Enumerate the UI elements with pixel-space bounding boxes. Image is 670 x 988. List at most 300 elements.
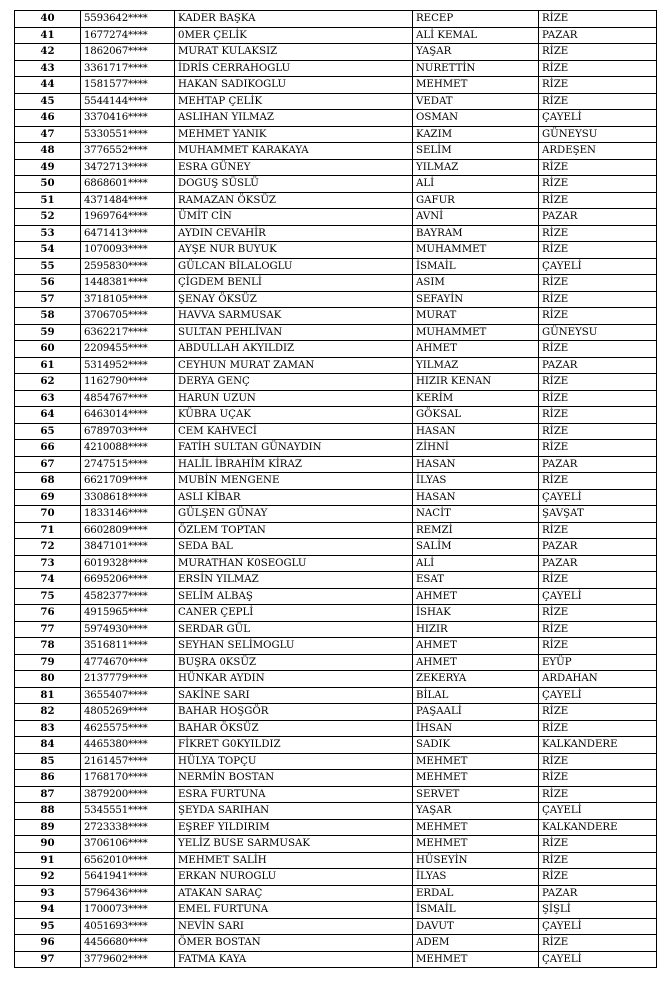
id-number-cell: 1700073****	[81, 902, 175, 919]
father-name-cell: İSHAK	[413, 605, 539, 622]
birthplace-cell: PAZAR	[539, 539, 657, 556]
full-name-cell: MEHMET YANIK	[175, 126, 413, 143]
father-name-cell: MURAT	[413, 308, 539, 325]
father-name-cell: SADIK	[413, 737, 539, 754]
row-number-cell: 53	[15, 225, 81, 242]
id-number-cell: 4625575****	[81, 720, 175, 737]
table-row	[15, 126, 657, 143]
row-number-cell: 40	[15, 11, 81, 28]
id-number-cell: 6471413****	[81, 225, 175, 242]
birthplace-cell: RİZE	[539, 935, 657, 952]
row-number-cell: 79	[15, 654, 81, 671]
id-number-cell: 4456680****	[81, 935, 175, 952]
id-number-cell: 3361717****	[81, 60, 175, 77]
id-number-cell: 3706705****	[81, 308, 175, 325]
full-name-cell: SERDAR GÜL	[175, 621, 413, 638]
birthplace-cell: RİZE	[539, 852, 657, 869]
row-number-cell: 77	[15, 621, 81, 638]
id-number-cell: 3472713****	[81, 159, 175, 176]
table-row	[15, 836, 657, 853]
father-name-cell: HÜSEYİN	[413, 852, 539, 869]
id-number-cell: 3879200****	[81, 786, 175, 803]
id-number-cell: 5593642****	[81, 11, 175, 28]
birthplace-cell: RİZE	[539, 93, 657, 110]
birthplace-cell: RİZE	[539, 225, 657, 242]
row-number-cell: 70	[15, 506, 81, 523]
birthplace-cell: RİZE	[539, 753, 657, 770]
row-number-cell: 97	[15, 951, 81, 968]
birthplace-cell: PAZAR	[539, 27, 657, 44]
full-name-cell: ŞEYDA SARIHAN	[175, 803, 413, 820]
id-number-cell: 2595830****	[81, 258, 175, 275]
id-number-cell: 2137779****	[81, 671, 175, 688]
birthplace-cell: RİZE	[539, 572, 657, 589]
father-name-cell: DAVUT	[413, 918, 539, 935]
father-name-cell: AHMET	[413, 588, 539, 605]
father-name-cell: NACİT	[413, 506, 539, 523]
birthplace-cell: PAZAR	[539, 209, 657, 226]
row-number-cell: 54	[15, 242, 81, 259]
id-number-cell: 4465380****	[81, 737, 175, 754]
row-number-cell: 50	[15, 176, 81, 193]
row-number-cell: 88	[15, 803, 81, 820]
table-row	[15, 951, 657, 968]
father-name-cell: AHMET	[413, 638, 539, 655]
birthplace-cell: ÇAYELİ	[539, 489, 657, 506]
id-number-cell: 4915965****	[81, 605, 175, 622]
full-name-cell: RAMAZAN ÖKSÜZ	[175, 192, 413, 209]
father-name-cell: AHMET	[413, 654, 539, 671]
father-name-cell: PAŞAALİ	[413, 704, 539, 721]
father-name-cell: MEHMET	[413, 77, 539, 94]
id-number-cell: 1581577****	[81, 77, 175, 94]
father-name-cell: ADEM	[413, 935, 539, 952]
table-row	[15, 456, 657, 473]
birthplace-cell: RİZE	[539, 192, 657, 209]
table-row	[15, 704, 657, 721]
row-number-cell: 90	[15, 836, 81, 853]
birthplace-cell: RİZE	[539, 869, 657, 886]
father-name-cell: MEHMET	[413, 836, 539, 853]
birthplace-cell: PAZAR	[539, 555, 657, 572]
full-name-cell: AYŞE NUR BUYUK	[175, 242, 413, 259]
row-number-cell: 63	[15, 390, 81, 407]
id-number-cell: 6621709****	[81, 473, 175, 490]
birthplace-cell: ÇAYELİ	[539, 588, 657, 605]
father-name-cell: MEHMET	[413, 819, 539, 836]
father-name-cell: AHMET	[413, 341, 539, 358]
id-number-cell: 4582377****	[81, 588, 175, 605]
id-number-cell: 5796436****	[81, 885, 175, 902]
father-name-cell: AVNİ	[413, 209, 539, 226]
table-row	[15, 225, 657, 242]
row-number-cell: 44	[15, 77, 81, 94]
father-name-cell: ALİ	[413, 176, 539, 193]
table-row	[15, 407, 657, 424]
id-number-cell: 3776552****	[81, 143, 175, 160]
table-row	[15, 605, 657, 622]
father-name-cell: BAYRAM	[413, 225, 539, 242]
full-name-cell: SELİM ALBAŞ	[175, 588, 413, 605]
father-name-cell: MUHAMMET	[413, 324, 539, 341]
full-name-cell: İDRİS CERRAHOGLU	[175, 60, 413, 77]
full-name-cell: HÜLYA TOPÇU	[175, 753, 413, 770]
full-name-cell: GÜLCAN BİLALOGLU	[175, 258, 413, 275]
full-name-cell: MUHAMMET KARAKAYA	[175, 143, 413, 160]
father-name-cell: HASAN	[413, 489, 539, 506]
father-name-cell: RECEP	[413, 11, 539, 28]
table-row	[15, 176, 657, 193]
id-number-cell: 5345551****	[81, 803, 175, 820]
birthplace-cell: RİZE	[539, 522, 657, 539]
father-name-cell: ERDAL	[413, 885, 539, 902]
table-row	[15, 918, 657, 935]
table-row	[15, 753, 657, 770]
father-name-cell: HASAN	[413, 456, 539, 473]
row-number-cell: 72	[15, 539, 81, 556]
id-number-cell: 3370416****	[81, 110, 175, 127]
father-name-cell: ZİHNİ	[413, 440, 539, 457]
full-name-cell: KÜBRA UÇAK	[175, 407, 413, 424]
birthplace-cell: PAZAR	[539, 456, 657, 473]
full-name-cell: AYDIN CEVAHİR	[175, 225, 413, 242]
id-number-cell: 3308618****	[81, 489, 175, 506]
id-number-cell: 6602809****	[81, 522, 175, 539]
id-number-cell: 5974930****	[81, 621, 175, 638]
full-name-cell: SAKİNE SARI	[175, 687, 413, 704]
id-number-cell: 6868601****	[81, 176, 175, 193]
table-body	[15, 11, 657, 968]
birthplace-cell: RİZE	[539, 275, 657, 292]
table-row	[15, 572, 657, 589]
id-number-cell: 1162790****	[81, 374, 175, 391]
row-number-cell: 94	[15, 902, 81, 919]
table-row	[15, 588, 657, 605]
row-number-cell: 75	[15, 588, 81, 605]
father-name-cell: YILMAZ	[413, 357, 539, 374]
birthplace-cell: KALKANDERE	[539, 819, 657, 836]
birthplace-cell: RİZE	[539, 720, 657, 737]
birthplace-cell: RİZE	[539, 786, 657, 803]
row-number-cell: 41	[15, 27, 81, 44]
full-name-cell: ÖMER BOSTAN	[175, 935, 413, 952]
full-name-cell: MEHTAP ÇELİK	[175, 93, 413, 110]
row-number-cell: 43	[15, 60, 81, 77]
table-row	[15, 638, 657, 655]
birthplace-cell: PAZAR	[539, 357, 657, 374]
table-row	[15, 869, 657, 886]
row-number-cell: 55	[15, 258, 81, 275]
father-name-cell: YAŞAR	[413, 803, 539, 820]
row-number-cell: 95	[15, 918, 81, 935]
full-name-cell: HAVVA SARMUSAK	[175, 308, 413, 325]
birthplace-cell: RİZE	[539, 44, 657, 61]
id-number-cell: 2723338****	[81, 819, 175, 836]
table-row	[15, 654, 657, 671]
full-name-cell: SEDA BAL	[175, 539, 413, 556]
father-name-cell: GAFUR	[413, 192, 539, 209]
row-number-cell: 49	[15, 159, 81, 176]
birthplace-cell: RİZE	[539, 440, 657, 457]
birthplace-cell: ÇAYELİ	[539, 258, 657, 275]
birthplace-cell: RİZE	[539, 704, 657, 721]
table-row	[15, 819, 657, 836]
father-name-cell: ZEKERYA	[413, 671, 539, 688]
full-name-cell: ABDULLAH AKYILDIZ	[175, 341, 413, 358]
row-number-cell: 48	[15, 143, 81, 160]
full-name-cell: ASLIHAN YILMAZ	[175, 110, 413, 127]
person-list-table	[14, 10, 657, 968]
birthplace-cell: RİZE	[539, 374, 657, 391]
father-name-cell: HASAN	[413, 423, 539, 440]
row-number-cell: 86	[15, 770, 81, 787]
birthplace-cell: RİZE	[539, 11, 657, 28]
id-number-cell: 1862067****	[81, 44, 175, 61]
birthplace-cell: RİZE	[539, 390, 657, 407]
table-row	[15, 209, 657, 226]
id-number-cell: 2209455****	[81, 341, 175, 358]
table-row	[15, 687, 657, 704]
id-number-cell: 6789703****	[81, 423, 175, 440]
table-row	[15, 60, 657, 77]
table-row	[15, 506, 657, 523]
row-number-cell: 66	[15, 440, 81, 457]
full-name-cell: BAHAR ÖKSÜZ	[175, 720, 413, 737]
father-name-cell: ALİ KEMAL	[413, 27, 539, 44]
id-number-cell: 1969764****	[81, 209, 175, 226]
table-row	[15, 110, 657, 127]
father-name-cell: HIZIR KENAN	[413, 374, 539, 391]
birthplace-cell: ARDAHAN	[539, 671, 657, 688]
table-row	[15, 786, 657, 803]
table-row	[15, 27, 657, 44]
father-name-cell: OSMAN	[413, 110, 539, 127]
table-row	[15, 885, 657, 902]
id-number-cell: 1448381****	[81, 275, 175, 292]
id-number-cell: 6362217****	[81, 324, 175, 341]
row-number-cell: 73	[15, 555, 81, 572]
id-number-cell: 6562010****	[81, 852, 175, 869]
row-number-cell: 82	[15, 704, 81, 721]
full-name-cell: NEVİN SARI	[175, 918, 413, 935]
table-row	[15, 522, 657, 539]
row-number-cell: 61	[15, 357, 81, 374]
full-name-cell: ATAKAN SARAÇ	[175, 885, 413, 902]
birthplace-cell: RİZE	[539, 159, 657, 176]
row-number-cell: 65	[15, 423, 81, 440]
full-name-cell: CEYHUN MURAT ZAMAN	[175, 357, 413, 374]
full-name-cell: DOGUŞ SÜSLÜ	[175, 176, 413, 193]
id-number-cell: 4805269****	[81, 704, 175, 721]
id-number-cell: 4051693****	[81, 918, 175, 935]
full-name-cell: ÜMİT CİN	[175, 209, 413, 226]
birthplace-cell: GÜNEYSU	[539, 324, 657, 341]
full-name-cell: EMEL FURTUNA	[175, 902, 413, 919]
birthplace-cell: PAZAR	[539, 885, 657, 902]
full-name-cell: HAKAN SADIKOGLU	[175, 77, 413, 94]
father-name-cell: MEHMET	[413, 951, 539, 968]
table-row	[15, 258, 657, 275]
table-row	[15, 93, 657, 110]
father-name-cell: REMZİ	[413, 522, 539, 539]
id-number-cell: 3516811****	[81, 638, 175, 655]
father-name-cell: SEFAYİN	[413, 291, 539, 308]
id-number-cell: 5544144****	[81, 93, 175, 110]
birthplace-cell: RİZE	[539, 242, 657, 259]
row-number-cell: 69	[15, 489, 81, 506]
id-number-cell: 3706106****	[81, 836, 175, 853]
birthplace-cell: RİZE	[539, 60, 657, 77]
table-row	[15, 291, 657, 308]
row-number-cell: 46	[15, 110, 81, 127]
full-name-cell: ERSİN YILMAZ	[175, 572, 413, 589]
full-name-cell: BUŞRA 0KSÜZ	[175, 654, 413, 671]
table-row	[15, 242, 657, 259]
table-row	[15, 803, 657, 820]
full-name-cell: DERYA GENÇ	[175, 374, 413, 391]
full-name-cell: 0MER ÇELİK	[175, 27, 413, 44]
id-number-cell: 5330551****	[81, 126, 175, 143]
father-name-cell: NURETTİN	[413, 60, 539, 77]
id-number-cell: 1768170****	[81, 770, 175, 787]
full-name-cell: HÜNKAR AYDIN	[175, 671, 413, 688]
id-number-cell: 1833146****	[81, 506, 175, 523]
father-name-cell: VEDAT	[413, 93, 539, 110]
row-number-cell: 62	[15, 374, 81, 391]
birthplace-cell: RİZE	[539, 407, 657, 424]
table-row	[15, 935, 657, 952]
row-number-cell: 45	[15, 93, 81, 110]
table-row	[15, 143, 657, 160]
birthplace-cell: RİZE	[539, 341, 657, 358]
birthplace-cell: RİZE	[539, 473, 657, 490]
birthplace-cell: RİZE	[539, 176, 657, 193]
birthplace-cell: ARDEŞEN	[539, 143, 657, 160]
birthplace-cell: ŞİŞLİ	[539, 902, 657, 919]
father-name-cell: SERVET	[413, 786, 539, 803]
full-name-cell: NERMİN BOSTAN	[175, 770, 413, 787]
row-number-cell: 78	[15, 638, 81, 655]
id-number-cell: 2161457****	[81, 753, 175, 770]
father-name-cell: HIZIR	[413, 621, 539, 638]
id-number-cell: 3655407****	[81, 687, 175, 704]
father-name-cell: İSMAİL	[413, 902, 539, 919]
birthplace-cell: RİZE	[539, 836, 657, 853]
row-number-cell: 42	[15, 44, 81, 61]
row-number-cell: 93	[15, 885, 81, 902]
father-name-cell: SELİM	[413, 143, 539, 160]
full-name-cell: ŞENAY ÖKSÜZ	[175, 291, 413, 308]
full-name-cell: SULTAN PEHLİVAN	[175, 324, 413, 341]
father-name-cell: YILMAZ	[413, 159, 539, 176]
father-name-cell: KAZIM	[413, 126, 539, 143]
full-name-cell: BAHAR HOŞGÖR	[175, 704, 413, 721]
birthplace-cell: RİZE	[539, 638, 657, 655]
table-row	[15, 737, 657, 754]
birthplace-cell: RİZE	[539, 291, 657, 308]
full-name-cell: GÜLŞEN GÜNAY	[175, 506, 413, 523]
row-number-cell: 84	[15, 737, 81, 754]
birthplace-cell: RİZE	[539, 770, 657, 787]
id-number-cell: 4854767****	[81, 390, 175, 407]
table-row	[15, 902, 657, 919]
full-name-cell: MURATHAN K0SEOGLU	[175, 555, 413, 572]
table-row	[15, 720, 657, 737]
id-number-cell: 6695206****	[81, 572, 175, 589]
table-row	[15, 671, 657, 688]
table-row	[15, 555, 657, 572]
full-name-cell: FATİH SULTAN GÜNAYDIN	[175, 440, 413, 457]
row-number-cell: 74	[15, 572, 81, 589]
full-name-cell: MUBİN MENGENE	[175, 473, 413, 490]
birthplace-cell: ÇAYELİ	[539, 803, 657, 820]
father-name-cell: GÖKSAL	[413, 407, 539, 424]
full-name-cell: ESRA FURTUNA	[175, 786, 413, 803]
id-number-cell: 4774670****	[81, 654, 175, 671]
father-name-cell: ASIM	[413, 275, 539, 292]
id-number-cell: 1677274****	[81, 27, 175, 44]
table-row	[15, 489, 657, 506]
row-number-cell: 67	[15, 456, 81, 473]
birthplace-cell: RİZE	[539, 308, 657, 325]
row-number-cell: 52	[15, 209, 81, 226]
table-row	[15, 374, 657, 391]
full-name-cell: CANER ÇEPLİ	[175, 605, 413, 622]
father-name-cell: İSMAİL	[413, 258, 539, 275]
table-row	[15, 77, 657, 94]
id-number-cell: 3847101****	[81, 539, 175, 556]
table-row	[15, 770, 657, 787]
table-row	[15, 159, 657, 176]
row-number-cell: 57	[15, 291, 81, 308]
father-name-cell: BİLAL	[413, 687, 539, 704]
father-name-cell: MEHMET	[413, 753, 539, 770]
row-number-cell: 81	[15, 687, 81, 704]
row-number-cell: 60	[15, 341, 81, 358]
full-name-cell: ERKAN NUROGLU	[175, 869, 413, 886]
row-number-cell: 51	[15, 192, 81, 209]
full-name-cell: SEYHAN SELİMOGLU	[175, 638, 413, 655]
id-number-cell: 3718105****	[81, 291, 175, 308]
row-number-cell: 80	[15, 671, 81, 688]
id-number-cell: 3779602****	[81, 951, 175, 968]
birthplace-cell: RİZE	[539, 621, 657, 638]
row-number-cell: 56	[15, 275, 81, 292]
birthplace-cell: ÇAYELİ	[539, 687, 657, 704]
full-name-cell: MURAT KULAKSIZ	[175, 44, 413, 61]
table-row	[15, 621, 657, 638]
father-name-cell: İLYAS	[413, 473, 539, 490]
full-name-cell: EŞREF YILDIRIM	[175, 819, 413, 836]
birthplace-cell: EYÜP	[539, 654, 657, 671]
id-number-cell: 1070093****	[81, 242, 175, 259]
row-number-cell: 85	[15, 753, 81, 770]
full-name-cell: ÇİGDEM BENLİ	[175, 275, 413, 292]
row-number-cell: 71	[15, 522, 81, 539]
table-row	[15, 357, 657, 374]
row-number-cell: 76	[15, 605, 81, 622]
father-name-cell: SALİM	[413, 539, 539, 556]
id-number-cell: 4371484****	[81, 192, 175, 209]
table-row	[15, 423, 657, 440]
row-number-cell: 64	[15, 407, 81, 424]
father-name-cell: KERİM	[413, 390, 539, 407]
table-row	[15, 539, 657, 556]
table-row	[15, 390, 657, 407]
table-row	[15, 341, 657, 358]
table-row	[15, 11, 657, 28]
id-number-cell: 6463014****	[81, 407, 175, 424]
